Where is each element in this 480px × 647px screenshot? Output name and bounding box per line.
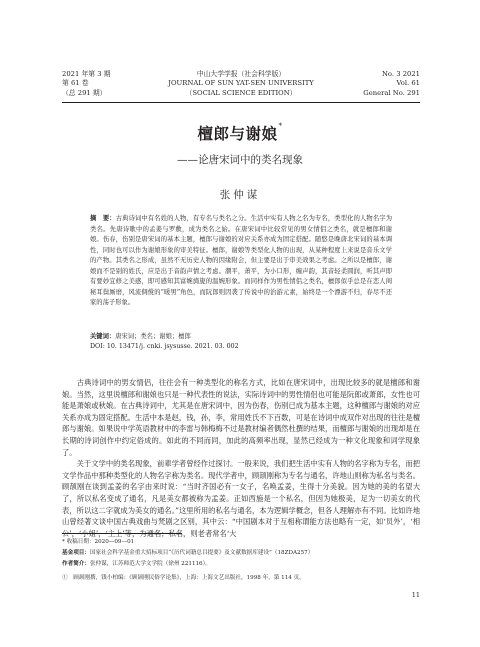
fund-text: 国家社会科学基金重大招标项目“《历代词籍总目提要》及文献数据库建设”（18ZDA257） xyxy=(89,550,314,556)
journal-header xyxy=(62,70,420,106)
author-bio-text: 张仲谋，江苏师范大学文学院（徐州 221116）。 xyxy=(89,561,212,567)
abstract-text: 古典诗词中有名姓的人物，有专名与类名之分。生活中实有人物之名为专名，类型化的人物名字为类名。先唐诗歌中的孟姜与罗敷，成为类名之始。在唐宋词中比较常见的男女情侣之类名，就是檀郎和谢娘。伤春，伤别是唐宋词的基本主题，檀郎与谢娘的对应关系亦成为固定搭配。随悠是晚唐北宋词的基本调性，同时也可以作为谢娘形象的审美特征。檀郎，谢娘等类型化人物的出现，从某种程度上来说是音乐文学的产物。其类名之形成，虽然不无历史人物的因缘附会，但主要是出于审美效果之考虑。之所以是檀郎，谢娘而不是别的姓氏，应是出于音韵声情之考虑。潮平，萧平，为小口形，缠声韵，其音轻柔圆润，听其声即有要妙宜修之美感，即可感知其富婉旖旎的温婉形象。而同样作为男性情侣之类名，檀郎似乎总是在恋人闺秘耳鬓厮磨，风流倜傥的“暖男”角色，而阮郎则因袭了传说中的治游元素，始终是一个漂游不归，春尽不还家的荡子形象。 xyxy=(90,215,393,306)
issue-year-number: 2021 年第 3 期 xyxy=(62,70,111,78)
general-number-en: General No. 291 xyxy=(363,88,420,97)
author-bio-label: 作者简介： xyxy=(62,561,90,567)
journal-edition: （SOCIAL SCIENCE EDITION） xyxy=(185,88,297,97)
issue-info-en xyxy=(363,70,420,98)
abstract xyxy=(90,214,392,309)
article-subtitle: ——论唐宋词中的类名现象 xyxy=(177,154,303,166)
journal-name-cn: 中山大学学报（社会科学版） xyxy=(196,70,286,78)
body-paragraph: 关于文学中的类名现象，前辈学者曾经作过探讨。一般来说，我们把生活中实有人物的名字称为专名，而把文学作品中那种类型化的人物名字称为类名。现代学者中，顾颉刚称为专名与通名，许地山则称为私名与类名。顾颉刚在谈到孟姜的名字由来时说：“当时齐国必有一女子，名唤孟姜，生得十分美貌。因为她的美的名望大了，所以私名变成了通名，凡是美女都被称为孟姜。正如西施是一个私名，但因为她极美，足为一切美女的代表，所以这二字就成为美女的通名。”这里所用的私名与通名，本为逻辑学概念，但各人理解亦有不同。比如许地山曾经著文谈中国古典戏曲与梵剧之区别，其中云：“中国剧本对于互相称谓能方法也略有一定，如‘员外’，‘相公’，‘小姐’，‘主上’等，为通名；私名，则老者常名‘大 xyxy=(62,459,420,538)
abstract-label: 摘 要： xyxy=(90,215,116,222)
footnote-received: * 收稿日期：2020—09—01 xyxy=(62,539,135,545)
article-body xyxy=(62,377,420,539)
page-number: 11 xyxy=(411,591,420,599)
footnote-fund xyxy=(62,549,420,557)
author-name: 张仲谋 xyxy=(219,189,261,201)
article-title xyxy=(0,122,480,144)
journal-name-en: JOURNAL OF SUN YAT-SEN UNIVERSITY xyxy=(168,79,314,88)
title-footnote-mark: * xyxy=(278,122,283,130)
issue-volume: 第 61 卷 xyxy=(62,79,89,88)
doi: DOI: 10. 13471/j. cnki. jsysusse. 2021. 03. 002 xyxy=(90,343,239,350)
fund-label: 基金项目： xyxy=(62,550,90,556)
issue-total: （总 291 期） xyxy=(62,88,107,97)
footnote-rule xyxy=(62,533,182,534)
keywords-text: 唐宋词；类名；谢娘；檀郎 xyxy=(115,333,191,340)
keywords xyxy=(90,332,392,343)
volume-en: Vol. 61 xyxy=(396,79,420,88)
body-paragraph: 古典诗词中的男女情侣，往往会有一种类型化的称名方式，比如在唐宋词中，出现比较多的就是檀郎和谢娘。当然，这里说檀郎和谢娘也只是一种代表性的说法，实际诗词中的男性情侣也可能是阮郎或萧郎，女性也可能是萧娘或秋娘。在古典诗词中，尤其是在唐宋词中，因为伤春，伤别已成为基本主题，这种檀郎与谢娘的对应关系亦成为固定搭配。生活中本是赵，钱，孙，李，常用姓氏不下百数，可是在诗词中成双作对出现的往往是檀郎与谢娘。如果说中学英语教材中的李雷与韩梅梅不过是教材编者偶然杜撰的结果，而檀郎与谢娘的出现却是在长期的诗词创作中约定俗成的。如此的不同而同，加此的高频率出现，显然已经成为一种文化现象和词学现象了。 xyxy=(62,378,420,457)
footnote-author xyxy=(62,560,420,568)
footnote-reference: ① 顾颉刚撰，钱小柏编：《顾颉刚民俗学论集》，上海：上海文艺出版社，1998 年，第 114 页。 xyxy=(62,575,305,581)
keywords-label: 关键词： xyxy=(90,333,116,340)
header-rule xyxy=(62,102,420,103)
article-title-text: 檀郎与谢娘 xyxy=(197,124,278,143)
issue-number-en: No. 3 2021 xyxy=(381,70,420,78)
